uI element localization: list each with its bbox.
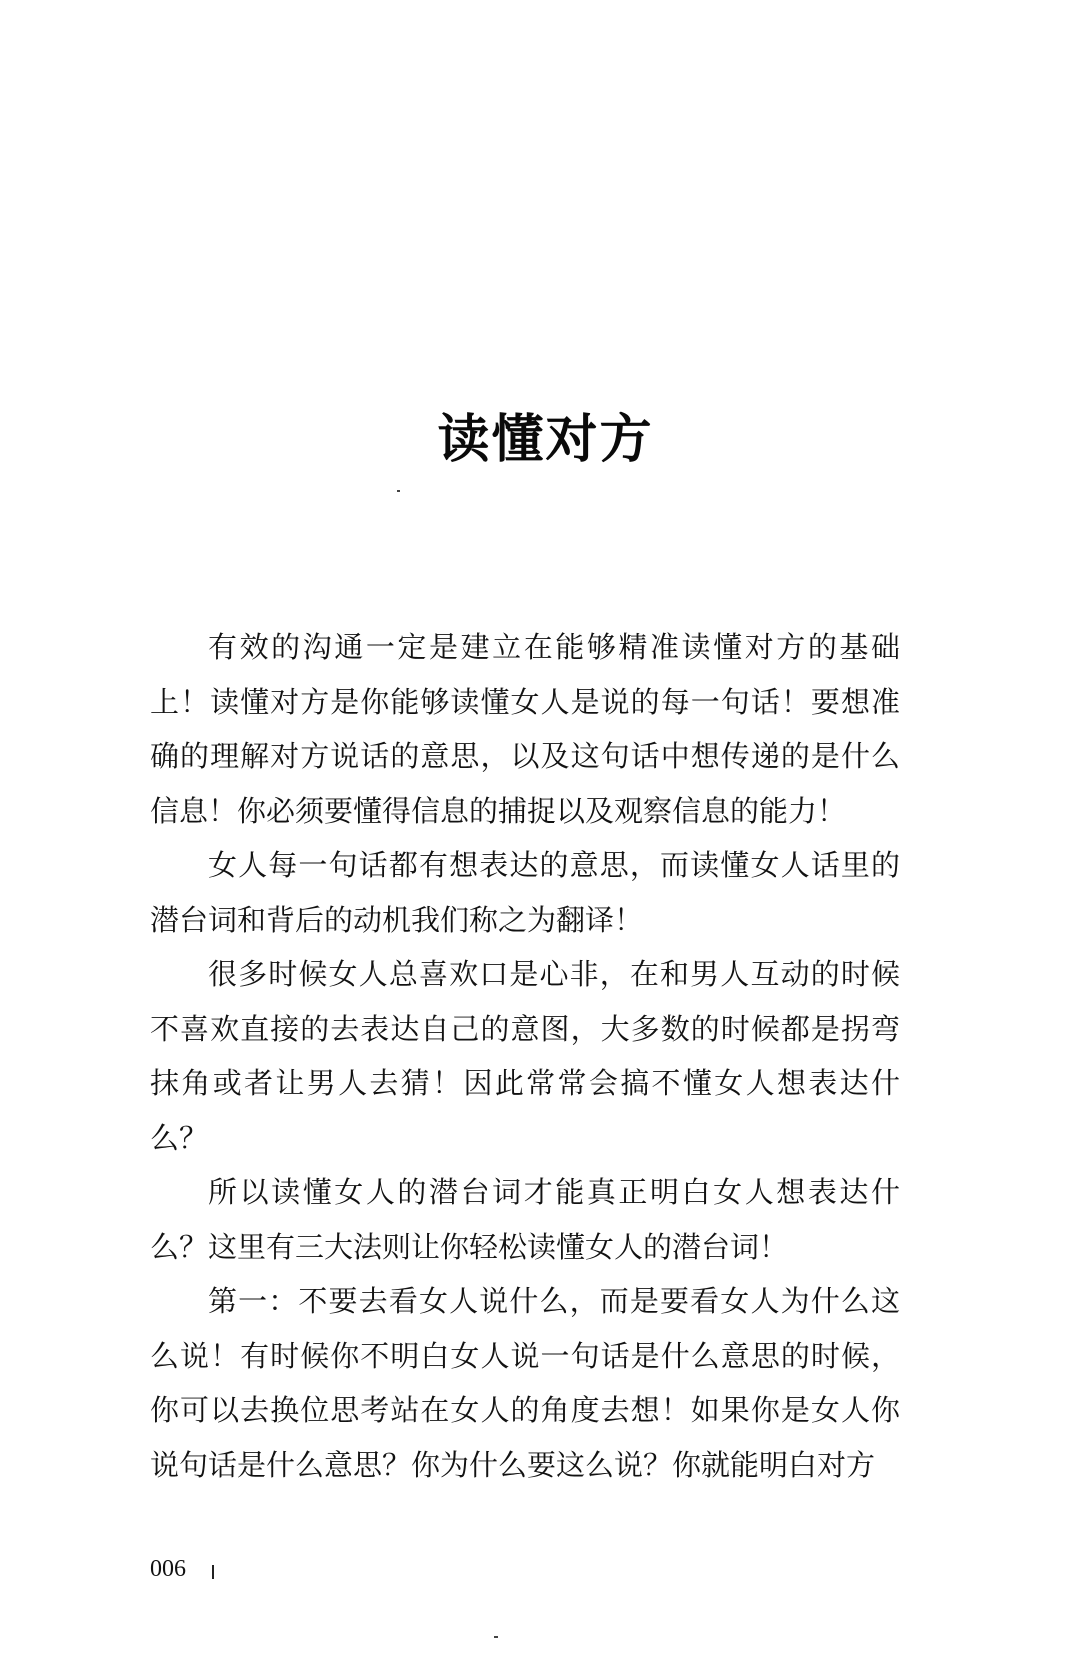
scan-speck	[397, 490, 400, 492]
chapter-title: 读懂对方	[437, 409, 654, 470]
body-text	[150, 620, 900, 1492]
footer-divider	[212, 1565, 214, 1579]
paragraph-2: 女人每一句话都有想表达的意思，而读懂女人话里的潜台词和背后的动机我们称之为翻译！	[150, 848, 900, 937]
paragraph-1: 有效的沟通一定是建立在能够精准读懂对方的基础上！读懂对方是你能够读懂女人是说的每一句话！要想准确的理解对方说话的意思，以及这句话中想传递的是什么信息！你必须要懂得信息的捕捉以及观察信息的能力！	[150, 630, 900, 828]
page-footer	[150, 1556, 214, 1583]
scan-speck	[494, 1636, 498, 1638]
paragraph-4: 所以读懂女人的潜台词才能真正明白女人想表达什么？这里有三大法则让你轻松读懂女人的潜台词！	[150, 1175, 900, 1264]
paragraph-3: 很多时候女人总喜欢口是心非，在和男人互动的时候不喜欢直接的去表达自己的意图，大多数的时候都是拐弯抹角或者让男人去猜！因此常常会搞不懂女人想表达什么？	[150, 957, 900, 1155]
paragraph-5: 第一：不要去看女人说什么，而是要看女人为什么这么说！有时候你不明白女人说一句话是什么意思的时候，你可以去换位思考站在女人的角度去想！如果你是女人你说句话是什么意思？你为什么要这么说？你就能明白对方	[150, 1284, 900, 1482]
page-number: 006	[150, 1556, 186, 1582]
